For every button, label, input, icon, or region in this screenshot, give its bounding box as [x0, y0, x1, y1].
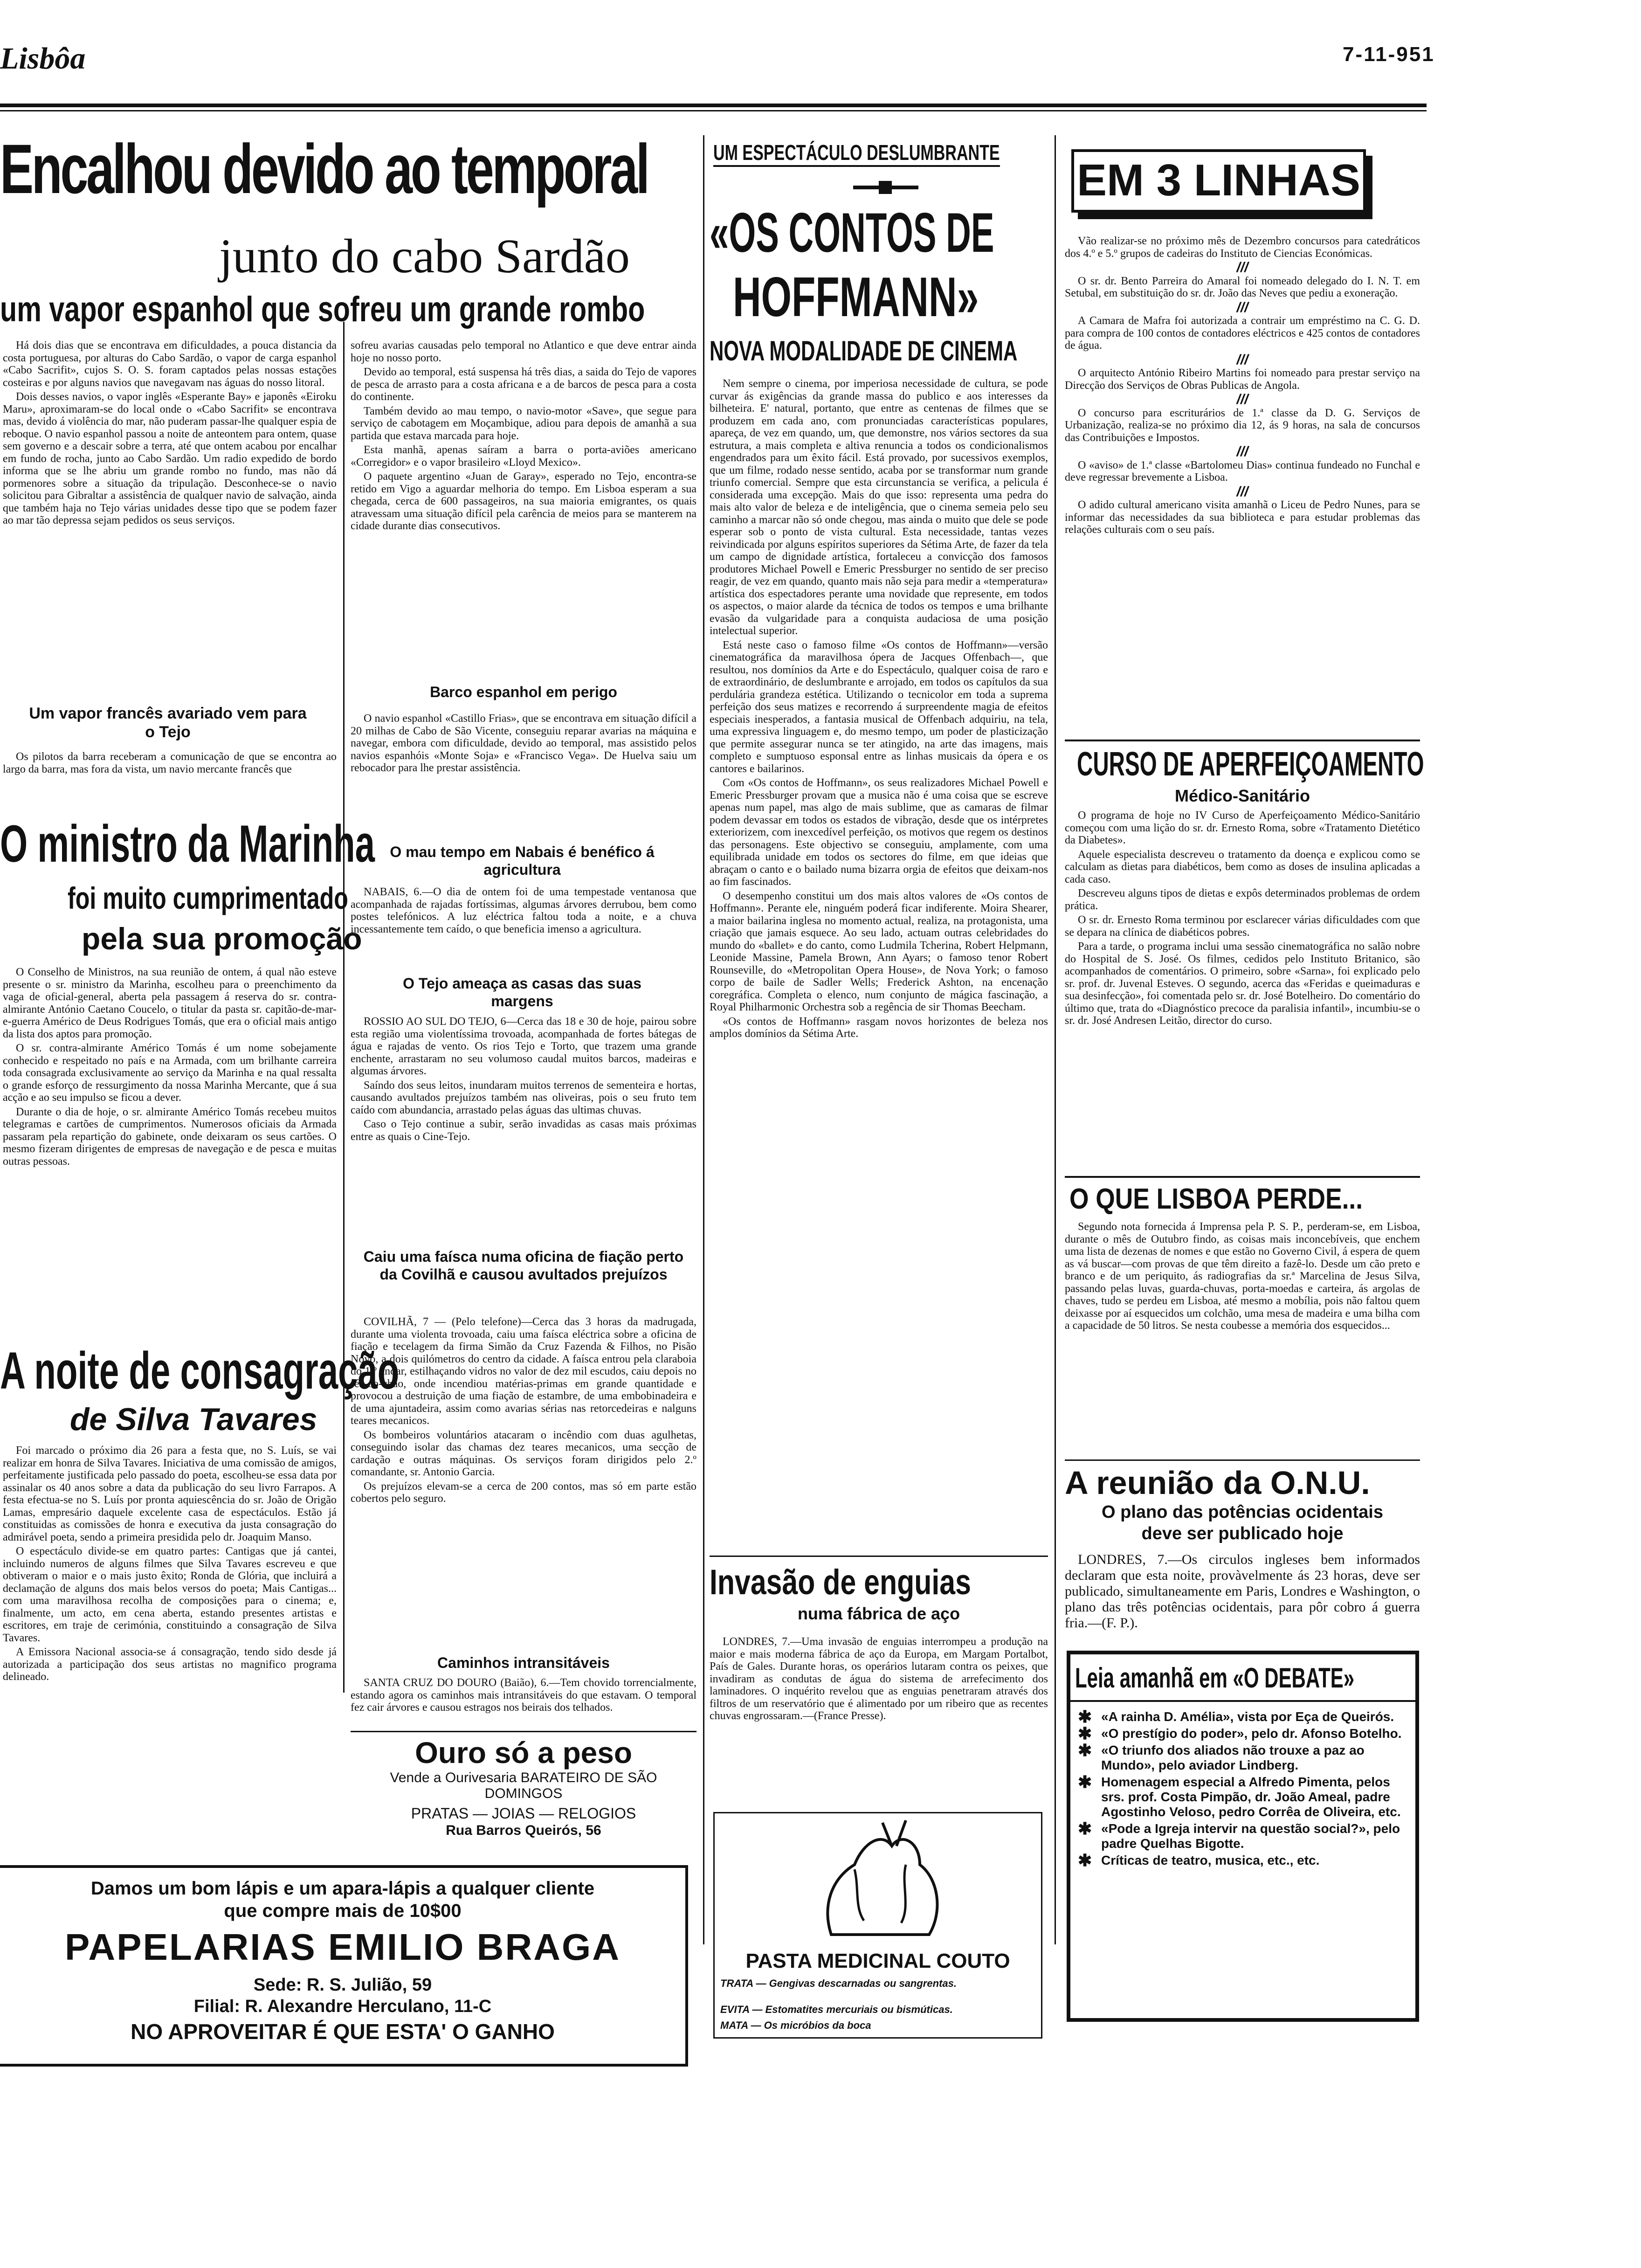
french-body — [3, 751, 337, 790]
em3linhas-item: O arquitecto António Ribeiro Martins foi nomeado para prestar serviço na Direcção dos Serviços de Obras Publicas de Angola. — [1065, 367, 1420, 392]
curso-paragraph: Para a tarde, o programa inclui uma sessão cinematográfica no salão nobre do Hospital de S. José. Os filmes, cedidos pelo Instituto Britanico, são acompanhados de comentários. O primeiro, sobre «Sarna», foi explicado pelo sr. prof. dr. Juvenal Esteves. O segundo, acerca das «Feridas e queimaduras e sua desinfecção», foi comentada pelo sr. dr. José Botelheiro. Do comentário do último que, trata do «Diagnóstico precoce da paralisia infantil», incumbiu-se o sr. dr. José Andresen Leitão, director do curso. — [1065, 940, 1420, 1027]
onu-rule — [1065, 1459, 1420, 1461]
ad-ouro — [351, 1736, 696, 1847]
enguias-rule — [710, 1556, 1048, 1557]
enguias-body — [710, 1636, 1048, 1808]
leia-item: ✱ Homenagem especial a Alfredo Pimenta, pelos srs. prof. Costa Pimpão, dr. João Ameal, padre Agostinho Veloso, pedro Corrêa de Oliveira, etc. — [1078, 1772, 1401, 1819]
ad-braga-line1: Damos um bom lápis e um apara-lápis a qualquer cliente — [90, 1878, 595, 1899]
ad-couto-title: PASTA MEDICINAL COUTO — [745, 1950, 1010, 1972]
onu-sub: O plano das potências ocidentais deve ser publicado hoje — [1102, 1502, 1383, 1543]
ministro-sub2: pela sua promoção — [82, 921, 362, 956]
em3linhas-title: EM 3 LINHAS — [1076, 155, 1361, 205]
ad-ouro-line2: PRATAS — JOIAS — RELOGIOS — [411, 1805, 636, 1822]
separator-slashes: /// — [1236, 299, 1248, 315]
curso-paragraph: O programa de hoje no IV Curso de Aperfeiçoamento Médico-Sanitário começou com uma lição do sr. dr. Ernesto Roma, sobre «Tratamento Dietético da Diabetes». — [1065, 809, 1420, 846]
french-paragraph: Os pilotos da barra receberam a comunicação de que se encontra ao largo da barra, mas fora da vista, um navio mercante francês que — [3, 751, 337, 775]
caminhos-body — [351, 1677, 696, 1728]
ministro-paragraph: O Conselho de Ministros, na sua reunião de ontem, á qual não esteve presente o sr. ministro da Marinha, escolheu para o preenchimento da vaga de oficial-general, aberta pela passagem á reserva do sr. contra-almirante António Caetano Coucelo, o titular da pasta sr. capitão-de-mar-e-guerra Américo de Deus Rodrigues Tomás, que era o oficial mais antigo da lista dos aptos para promoção. — [3, 966, 337, 1040]
silva-sub: de Silva Tavares — [70, 1402, 317, 1437]
curso-body — [1065, 809, 1420, 1182]
tejo-body — [351, 1016, 696, 1239]
masthead-rule — [0, 104, 1427, 107]
em3linhas-item: O «aviso» de 1.ª classe «Bartolomeu Dias» continua fundeado no Funchal e deve regressar brevemente a Lisboa. — [1065, 459, 1420, 484]
masthead-rule-thin — [0, 110, 1427, 111]
perde-paragraph: Segundo nota fornecida á Imprensa pela P. S. P., perderam-se, em Lisboa, durante o mês de Outubro findo, as coisas mais inconcebíveis, que enchem uma lista de dezenas de nomes e que estão no Governo Civil, á espera de quem as vá buscar—com provas de que têm direito a fazê-lo. Desde um cão preto e branco e de um periquito, ás radiografias da sr.ª Marcelina de Jesus Silva, passando pelas luvas, guarda-chuvas, porta-moedas e carteira, ás argolas de chaves, tudo se perdeu em Lisboa, até mesmo a mobília, pois não faltou quem deixasse por aí esquecidos um colchão, uma mesa de madeira e uma bilha com a capacidade de 50 litros. Se nesta coubesse a memória dos esquecidos... — [1065, 1221, 1420, 1332]
nabais-paragraph: NABAIS, 6.—O dia de ontem foi de uma tempestade ventanosa que acompanhada de rajadas fortíssimas, algumas árvores derrubou, bem como postes telefónicos. A luz eléctrica faltou toda a noite, e a chuva incessantemente tem caído, o que beneficia imenso a agricultura. — [351, 886, 696, 935]
asterisk-icon: ✱ — [1078, 1772, 1092, 1791]
hoffmann-body — [710, 378, 1048, 1557]
barco-body — [351, 712, 696, 834]
hoffmann-paragraph: Está neste caso o famoso filme «Os contos de Hoffmann»—versão cinematográfica da maravilhosa ópera de Jacques Offenbach—, que resultou, nos domínios da Arte e do Espectáculo, qualquer coisa de raro e de extraordinário, de deslumbrante e arrojado, em todos os capítulos da sua perdulária grandeza estética. Utilizando o tecnicolor em toda a suprema perfeição dos seus matizes e recorrendo á surpreendente magia de efeitos especiais inesperados, a fantasia musical de Offenbach adquiriu, na tela, uma expressiva linguagem e, do mesmo tempo, um poder de plasticização que permite assegurar nunca se ter atingido, na arte das imagens, mais completo e sumptuoso esponsal entre as linhas musicais da ópera e os cantores e bailarinos. — [710, 639, 1048, 775]
curso-paragraph: Descreveu alguns tipos de dietas e expôs determinados problemas de ordem prática. — [1065, 887, 1420, 912]
em3linhas-item: O sr. dr. Bento Parreira do Amaral foi nomeado delegado do I. N. T. em Setubal, em substituição do sr. dr. João das Neves que pediu a exoneração. — [1065, 275, 1420, 299]
ad-ouro-title: Ouro só a peso — [415, 1736, 632, 1770]
onu-title: A reunião da O.N.U. — [1065, 1465, 1370, 1501]
em3linhas-item: Vão realizar-se no próximo mês de Dezembro concursos para catedráticos dos 4.º e 5.º grupos de cadeiras do Instituto de Ciencias Económicas. — [1065, 235, 1420, 260]
col2-body — [351, 339, 696, 675]
ad-braga-sede: Sede: R. S. Julião, 59 — [253, 1975, 432, 1995]
faisca-paragraph: Os prejuízos elevam-se a cerca de 200 contos, mas só em parte estão cobertos pelo seguro. — [351, 1480, 696, 1505]
curso-paragraph: O sr. dr. Ernesto Roma terminou por esclarecer várias dificuldades com que se depara na clínica de diabéticos pobres. — [1065, 914, 1420, 939]
hoffmann-paragraph: «Os contos de Hoffmann» rasgam novos horizontes de beleza nos amplos domínios da Sétima Arte. — [710, 1015, 1048, 1040]
hoffmann-title2: HOFFMANN» — [733, 266, 979, 328]
perde-rule — [1065, 1176, 1420, 1178]
curso-rule — [1065, 740, 1420, 741]
leia-box — [1067, 1651, 1419, 2022]
separator-slashes: /// — [1236, 352, 1248, 367]
faisca-paragraph: COVILHÃ, 7 — (Pelo telefone)—Cerca das 3 horas da madrugada, durante uma violenta trovoada, caiu uma faísca eléctrica sobre a oficina de fiação e tecelagem da firma Simão da Cruz Fazenda & Filhos, no Pisão Novo, a dois quilómetros do centro da cidade. A faísca entrou pela claraboia do 1.º andar, estilhaçando vidros no valor de dez mil escudos, caiu depois no rés-do-chão, onde incendiou matérias-primas em grande quantidade e provocou a destruição de uma fiação de estambre, de uma embobinadeira e de uma ajuntadeira, assim como avarias sérias nas retorcedeiras e nalguns teares mecanicos. — [351, 1316, 696, 1427]
storm-subhead: junto do cabo Sardão — [219, 229, 630, 283]
separator-slashes: /// — [1236, 392, 1248, 407]
ministro-paragraph: O sr. contra-almirante Américo Tomás é um nome sobejamente conhecido e respeitado no país e na Armada, com um brilhante carreira toda consagrada exclusivamente ao serviço da Marinha e na qual ressalta o grande esforço de ressurgimento da nossa Marinha Mercante, que á sua acção e ao seu impulso se ficou a dever. — [3, 1042, 337, 1104]
ministro-body — [3, 966, 337, 1321]
tejo-paragraph: Caso o Tejo continue a subir, serão invadidas as casas mais próximas entre as quais o Cine-Tejo. — [351, 1118, 696, 1143]
ad-ouro-line1: Vende a Ourivesaria BARATEIRO DE SÃO DOMINGOS — [390, 1770, 657, 1801]
hoffmann-title1: «OS CONTOS DE — [710, 201, 994, 264]
curso-paragraph: Aquele especialista descreveu o tratamento da doença e explicou como se calculam as dietas para diabéticos, bem como as doses de insulina aplicadas a cada caso. — [1065, 848, 1420, 885]
faisca-title: Caiu uma faísca numa oficina de fiação perto da Covilhã e causou avultados prejuízos — [363, 1248, 684, 1283]
leia-list — [1074, 1709, 1409, 1870]
french-title: Um vapor francês avariado vem para o Tejo — [29, 705, 307, 741]
separator-slashes: /// — [1236, 444, 1248, 459]
ad-braga — [0, 1865, 688, 2067]
hoffmann-paragraph: O desempenho constitui um dos mais altos valores de «Os contos de Hoffmann». Perante ele, ninguém poderá ficar indiferente. Moira Shearer, a maior bailarina inglesa no momento actual, realiza, na protagonista, uma criação que jamais esquece. Ao seu lado, actuam outras celebridades do mundo do «ballet» e do canto, como Ludmila Tcherina, Robert Helpmann, Leonide Massine, Pamela Brown, Ann Ayars; o famoso tenor Robert Rounseville, do «Metropolitan Opera House», de Nova York; o famoso corpo de baile de Sadler Wells; Frederick Ashton, na encenação coregráfica. Completa o elenco, num conjunto de mágica fascinação, a Royal Philharmonic Orchestra sob a regência de sir Thomas Beecham. — [710, 890, 1048, 1013]
leia-item: ✱ «O prestígio do poder», pelo dr. Afonso Botelho. — [1078, 1724, 1402, 1743]
ad-couto — [713, 1812, 1042, 2039]
col2-paragraph: Também devido ao mau tempo, o navio-motor «Save», que segue para serviço de cabotagem em Moçambique, adiou para depois de amanhã a sua partida que estava marcada para hoje. — [351, 405, 696, 442]
perde-body — [1065, 1221, 1420, 1473]
enguias-paragraph: LONDRES, 7.—Uma invasão de enguias interrompeu a produção na maior e mais moderna fábrica de aço da Europa, em Margam Portalbot, País de Gales. Durante horas, os operários lutaram contra os peixes, que invadiram as condutas de água do sistema de arrefecimento dos laminadores. O inquérito revelou que as enguias penetraram através dos filtros de um reservatório que é alimentado por um ribeiro que as recentes chuvas engrossaram.—(France Presse). — [710, 1636, 1048, 1722]
ad-braga-filial: Filial: R. Alexandre Herculano, 11-C — [193, 1997, 492, 2016]
silva-paragraph: A Emissora Nacional associa-se á consagração, tendo sido desde já autorizada a participação dos seus artistas no magnifico programa delineado. — [3, 1646, 337, 1683]
col2-paragraph: sofreu avarias causadas pelo temporal no Atlantico e que deve entrar ainda hoje no nosso porto. — [351, 339, 696, 364]
storm-paragraph: Há dois dias que se encontrava em dificuldades, a pouca distancia da costa portuguesa, por alturas do Cabo Sardão, o vapor de carga espanhol «Cabo Sacrifit», cujos S. O. S. foram captados pelas nossas estações costeiras e por alguns navios que navegavam nas águas do nosso litoral. — [3, 339, 337, 389]
ad-couto-l2: EVITA — Estomatites mercuriais ou bismúticas. — [720, 2004, 953, 2015]
faisca-paragraph: Os bombeiros voluntários atacaram o incêndio com duas agulhetas, conseguindo isolar das chamas dez teares mecanicos, uma secção de cardação e outras máquinas. Os serviços foram dirigidos pelo 2.º comandante, sr. Antonio Garcia. — [351, 1429, 696, 1478]
leia-item: ✱ «A rainha D. Amélia», vista por Eça de Queirós. — [1078, 1707, 1394, 1726]
storm-deck: um vapor espanhol que sofreu um grande rombo — [0, 290, 645, 329]
storm-paragraph: Dois desses navios, o vapor inglês «Esperante Bay» e japonês «Eiroku Maru», aproximaram-se do local onde o «Cabo Sacrifit» se encontrava mas, devido á violência do mar, não puderam passar-lhe qualquer espia de reboque. O navio espanhol passou a noite de anteontem para ontem, quase sem governo e a descair sobre a terra, até que ontem acabou por encalhar em fundo de rocha, junto ao Cabo Sardão. Um radio expedido de bordo informa que se lhe abriu um grande rombo no fundo, mas não dá pormenores sobre a situação da tripulação. Desconhece-se o navio solicitou para Gibraltar a assistência de qualquer navio de salvação, ainda que também haja no Tejo várias unidades desse tipo que se podem fazer ao mar tão depressa sejam pedidos os seus serviços. — [3, 391, 337, 526]
ad-braga-line2: que compre mais de 10$00 — [224, 1901, 462, 1921]
onu-paragraph: LONDRES, 7.—Os circulos ingleses bem informados declaram que esta noite, provàvelmente ás 23 horas, deve ser publicado, simultaneamente em Paris, Londres e Washington, o plano das três potências ocidentais, para pôr cobro á guerra fria.—(F. P.). — [1065, 1552, 1420, 1631]
asterisk-icon: ✱ — [1078, 1741, 1092, 1760]
leia-item: ✱ Críticas de teatro, musica, etc., etc. — [1078, 1851, 1320, 1870]
nabais-title: O mau tempo em Nabais é benéfico á agricultura — [390, 844, 655, 878]
ad-ouro-line3: Rua Barros Queirós, 56 — [446, 1823, 601, 1838]
ministro-sub1: foi muito cumprimentado — [68, 881, 348, 915]
column-rule — [1055, 135, 1056, 1944]
enguias-title: Invasão de enguias — [710, 1563, 971, 1602]
ad-braga-slogan: NO APROVEITAR É QUE ESTA' O GANHO — [131, 2019, 555, 2044]
hoffmann-kicker: UM ESPECTÁCULO DESLUMBRANTE — [713, 140, 1000, 167]
onu-body — [1065, 1552, 1420, 1640]
nabais-body — [351, 886, 696, 965]
leia-item: ✱ «Pode a Igreja intervir na questão social?», pelo padre Quelhas Bigotte. — [1078, 1819, 1400, 1851]
hoffmann-sub: NOVA MODALIDADE DE CINEMA — [710, 335, 1018, 366]
tejo-paragraph: ROSSIO AO SUL DO TEJO, 6—Cerca das 18 e 30 de hoje, pairou sobre esta região uma violentíssima trovoada, acompanhada de fortes bátegas de água e rajadas de vento. Os rios Tejo e Torto, que trazem uma grande enchente, arrastaram no seu volumoso caudal muitos barcos, madeiras e algumas árvores. — [351, 1016, 696, 1077]
masthead-title: Lisbôa — [0, 41, 86, 76]
tooth-brush-illustration — [715, 1813, 1041, 1953]
separator-slashes: /// — [1236, 484, 1248, 499]
leia-title: Leia amanhã em «O DEBATE» — [1075, 1662, 1355, 1694]
masthead-date: 7-11-951 — [1343, 43, 1435, 66]
caminhos-paragraph: SANTA CRUZ DO DOURO (Baião), 6.—Tem chovido torrencialmente, estando agora os caminhos mais intransitáveis do que estavam. O temporal fez cair árvores e causou estragos nos beirais dos telhados. — [351, 1677, 696, 1714]
em3linhas-item: A Camara de Mafra foi autorizada a contrair um empréstimo na C. G. D. para compra de 100 contos de contadores eléctricos e 425 contos de contadores de água. — [1065, 315, 1420, 352]
faisca-body — [351, 1316, 696, 1652]
ministro-paragraph: Durante o dia de hoje, o sr. almirante Américo Tomás recebeu muitos telegramas e cartões de cumprimentos. Numerosos oficiais da Armada passaram pela repartição do gabinete, onde deixaram os seus cartões. O mesmo fizeram dirigentes de empresas de navegação e de pesca e muitas outras pessoas. — [3, 1106, 337, 1168]
ministro-title: O ministro da Marinha — [0, 815, 375, 873]
silva-title: A noite de consagração — [0, 1341, 400, 1400]
curso-sub: Médico-Sanitário — [1174, 786, 1310, 805]
em3linhas-item: O concurso para escriturários de 1.ª classe da D. G. Serviços de Urbanização, realiza-se no próximo dia 12, ás 9 horas, na sala de concursos das Contribuições e Impostos. — [1065, 407, 1420, 444]
hoffmann-paragraph: Com «Os contos de Hoffmann», os seus realizadores Michael Powell e Emeric Pressburger provam que a musica não é uma coisa que se escreve apenas num papel, mas algo de mais sublime, que as camaras de filmar podem devassar em todos os estados de vibração, desde que os intérpretes exteriorizem, com inexcedível perfeição, os motivos que regem os destinos das personagens. Este objectivo se conseguiu, amplamente, com uma equilibrada unidade em todos os sectores do filme, em que ideias que abraçam o canto e o bailado numa bizarra orgia de efeitos que deixam-nos ao fim fascinados. — [710, 777, 1048, 888]
asterisk-icon: ✱ — [1078, 1707, 1092, 1726]
col2-paragraph: Devido ao temporal, está suspensa há três dias, a saida do Tejo de vapores de pesca de arrasto para a costa africana e a de barcos de pesca para a costa do continente. — [351, 366, 696, 403]
asterisk-icon: ✱ — [1078, 1819, 1092, 1838]
ad-couto-l1: TRATA — Gengivas descarnadas ou sangrentas. — [720, 1978, 957, 1989]
col2-paragraph: Esta manhã, apenas saíram a barra o porta-aviões americano «Corregidor» e o vapor brasileiro «Lloyd Mexico». — [351, 444, 696, 469]
asterisk-icon: ✱ — [1078, 1851, 1092, 1870]
col2-paragraph: O paquete argentino «Juan de Garay», esperado no Tejo, encontra-se retido em Vigo a aguardar melhoria do tempo. Em Lisboa esperam a sua chegada, cerca de 600 passageiros, na sua maioria emigrantes, os quais atravessam uma situação difícil pela carência de meios para se manterem na cidade durante dias consecutivos. — [351, 470, 696, 532]
asterisk-icon: ✱ — [1078, 1724, 1092, 1743]
em3linhas-item: O adido cultural americano visita amanhã o Liceu de Pedro Nunes, para se informar das necessidades da sua biblioteca e para estudar problemas das relações culturais com o seu país. — [1065, 499, 1420, 536]
silva-paragraph: Foi marcado o próximo dia 26 para a festa que, no S. Luís, se vai realizar em honra de Silva Tavares. Iniciativa de uma comissão de amigos, perfeitamente justificada pelo passado do poeta, escolheu-se essa data por assinalar os 40 anos sobre a data da publicação do seu livro Farrapos. A festa efectua-se no S. Luís por pronta aquiescência do sr. João de Origão Lamas, empresário daquele excelente casa de espectáculos. Estão já constituidas as comissões de honra e executiva da justa consagração do admirável poeta, sendo a primeira presidida pelo dr. Joaquim Manso. — [3, 1445, 337, 1543]
em3linhas-items — [1065, 235, 1420, 725]
storm-headline: Encalhou devido ao temporal — [0, 130, 648, 208]
leia-item: ✱ «O triunfo dos aliados não trouxe a paz ao Mundo», pelo aviador Lindberg. — [1078, 1741, 1365, 1772]
ad-braga-title: PAPELARIAS EMILIO BRAGA — [64, 1926, 621, 1968]
storm-body — [3, 339, 337, 643]
column-rule — [343, 322, 345, 1693]
ad-ouro-rule — [351, 1731, 696, 1732]
ad-couto-l3: MATA — Os micróbios da boca — [720, 2019, 871, 2031]
caminhos-title: Caminhos intransitáveis — [437, 1654, 610, 1671]
perde-title: O QUE LISBOA PERDE... — [1069, 1183, 1363, 1215]
barco-title: Barco espanhol em perigo — [430, 684, 617, 700]
silva-paragraph: O espectáculo divide-se em quatro partes: Cantigas que já cantei, incluindo numeros de alguns filmes que Silva Tavares escreveu e que obtiveram o maior e o mais justo êxito; Ronda de Glória, que incluirá a declamação de alguns dos mais belos versos do poeta; Mais Cantigas... com uma maravilhosa recolha de composições para o cinema; e, finalmente, um acto, em cena aberta, estando presentes artistas e escritores, em traje de cerimónia, constituindo a consagração de Silva Tavares. — [3, 1545, 337, 1644]
tejo-title: O Tejo ameaça as casas das suas margens — [403, 975, 641, 1010]
hoffmann-paragraph: Nem sempre o cinema, por imperiosa necessidade de cultura, se pode curvar ás exigências da grande massa do publico e aos interesses da bilheteira. E' natural, portanto, que entre as centenas de filmes que se produzem em cada ano, com pronunciadas características populares, apareça, de vez em quando, um, que demonstre, nos vários sectores da sua estrutura, a mais completa e altiva renuncia a todos os condicionalismos engendrados para um êxito fácil. Está provado, por sucessivos exemplos, que um filme, rodado nesse sentido, acaba por se transformar num grande triunfo comercial. Sempre que esta circunstancia se verifica, a pelicula é considerada uma excepção. Mais do que isso: representa uma pedra do mais alto valor de beleza e de inteligência, que o cinema semeia pelo seu caminho a marcar não só onde chegou, mas ainda o muito que dele se pode esperar sob o ponto de vista cultural. Esta necessidade, tantas vezes reivindicada por alguns espíritos superiores da Sétima Arte, de fazer da tela um campo de dignidade artística, fortaleceu a convicção dos famosos produtores Michael Powell e Emeric Pressburger no sentido de ser preciso reagir, de vez em quando, quanto mais não seja para medir a «temperatura» artística dos espectadores perante uma novidade que represente, em todos os aspectos, o maior alarde da técnica de todos os tempos e uma brilhante evasão da vulgaridade para a conquista audaciosa de uma posição intelectual superior. — [710, 378, 1048, 637]
separator-slashes: /// — [1236, 260, 1248, 275]
column-rule — [703, 135, 704, 1944]
curso-title: CURSO DE APERFEIÇOAMENTO — [1077, 746, 1424, 783]
tejo-paragraph: Saíndo dos seus leitos, inundaram muitos terrenos de sementeira e hortas, causando avultados prejuízos também nas oliveiras, pois o seu fruto tem caído com abundancia, arrastado pelas águas das ultimas chuvas. — [351, 1079, 696, 1116]
barco-paragraph: O navio espanhol «Castillo Frias», que se encontrava em situação difícil a 20 milhas de Cabo de São Vicente, conseguiu reparar avarias na máquina e navegar, embora com dificuldade, devido ao temporal, mas assistido pelos navios espanhóis «Monte Soja» e «Francisco Vega». De Huelva saiu um rebocador para lhe prestar assistência. — [351, 712, 696, 774]
em3linhas-box — [1071, 149, 1366, 213]
enguias-sub: numa fábrica de aço — [797, 1604, 960, 1623]
hoffmann-kicker-square — [879, 181, 892, 194]
silva-body — [3, 1445, 337, 1846]
